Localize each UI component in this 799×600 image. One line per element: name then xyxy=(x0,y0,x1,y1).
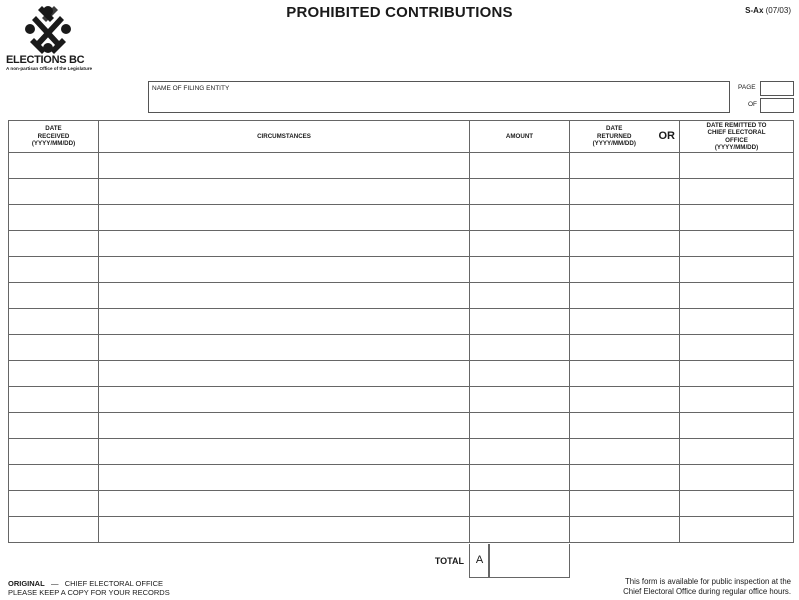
amount-cell[interactable] xyxy=(470,387,570,413)
circumstances-cell[interactable] xyxy=(99,153,470,179)
circumstances-cell[interactable] xyxy=(99,517,470,543)
date-received-cell[interactable] xyxy=(9,309,99,335)
date-returned-cell[interactable] xyxy=(570,491,680,517)
logo-tagline: A non-partisan Office of the Legislature xyxy=(6,66,93,71)
circumstances-cell[interactable] xyxy=(99,335,470,361)
amount-cell[interactable] xyxy=(470,465,570,491)
date-remitted-cell[interactable] xyxy=(680,153,794,179)
page-label: PAGE xyxy=(738,84,756,91)
original-destination: CHIEF ELECTORAL OFFICE xyxy=(64,579,164,588)
form-code-id: S-Ax xyxy=(745,6,764,15)
date-received-cell[interactable] xyxy=(9,465,99,491)
table-row xyxy=(9,439,794,465)
amount-cell[interactable] xyxy=(470,309,570,335)
table-row xyxy=(9,283,794,309)
date-received-cell[interactable] xyxy=(9,439,99,465)
table-row xyxy=(9,179,794,205)
date-returned-cell[interactable] xyxy=(570,257,680,283)
total-amount-field[interactable] xyxy=(488,544,570,578)
public-notice-line2: Chief Electoral Office during regular office hours. xyxy=(623,587,791,596)
amount-cell[interactable] xyxy=(470,413,570,439)
date-returned-cell[interactable] xyxy=(570,517,680,543)
table-row xyxy=(9,309,794,335)
date-received-cell[interactable] xyxy=(9,153,99,179)
form-code xyxy=(745,6,791,15)
circumstances-cell[interactable] xyxy=(99,439,470,465)
col-circumstances: CIRCUMSTANCES xyxy=(99,121,470,153)
table-row xyxy=(9,205,794,231)
amount-cell[interactable] xyxy=(470,361,570,387)
date-received-cell[interactable] xyxy=(9,231,99,257)
circumstances-cell[interactable] xyxy=(99,283,470,309)
public-notice-line1: This form is available for public inspection at the xyxy=(625,577,791,586)
circumstances-cell[interactable] xyxy=(99,413,470,439)
date-returned-cell[interactable] xyxy=(570,231,680,257)
col-date-received: DATE RECEIVED (YYYY/MM/DD) xyxy=(9,121,99,153)
date-returned-cell[interactable] xyxy=(570,205,680,231)
date-received-cell[interactable] xyxy=(9,335,99,361)
page-total-field[interactable] xyxy=(760,98,794,113)
circumstances-cell[interactable] xyxy=(99,179,470,205)
copy-note: PLEASE KEEP A COPY FOR YOUR RECORDS xyxy=(8,588,170,597)
date-returned-cell[interactable] xyxy=(570,413,680,439)
date-remitted-cell[interactable] xyxy=(680,205,794,231)
date-remitted-cell[interactable] xyxy=(680,361,794,387)
date-returned-cell[interactable] xyxy=(570,465,680,491)
amount-cell[interactable] xyxy=(470,257,570,283)
date-received-cell[interactable] xyxy=(9,283,99,309)
table-row xyxy=(9,517,794,543)
date-returned-cell[interactable] xyxy=(570,283,680,309)
contributions-table xyxy=(8,120,794,543)
col-date-returned: DATE RETURNED (YYYY/MM/DD) OR xyxy=(570,121,680,153)
amount-cell[interactable] xyxy=(470,231,570,257)
date-remitted-cell[interactable] xyxy=(680,231,794,257)
amount-cell[interactable] xyxy=(470,179,570,205)
date-remitted-cell[interactable] xyxy=(680,517,794,543)
date-returned-cell[interactable] xyxy=(570,361,680,387)
total-marker-box xyxy=(469,544,490,578)
amount-cell[interactable] xyxy=(470,153,570,179)
date-received-cell[interactable] xyxy=(9,361,99,387)
table-row xyxy=(9,491,794,517)
amount-cell[interactable] xyxy=(470,439,570,465)
date-returned-cell[interactable] xyxy=(570,439,680,465)
circumstances-cell[interactable] xyxy=(99,361,470,387)
table-row xyxy=(9,231,794,257)
table-row xyxy=(9,387,794,413)
table-row xyxy=(9,153,794,179)
date-received-cell[interactable] xyxy=(9,179,99,205)
amount-cell[interactable] xyxy=(470,517,570,543)
page-number-field[interactable] xyxy=(760,81,794,96)
circumstances-cell[interactable] xyxy=(99,465,470,491)
date-received-cell[interactable] xyxy=(9,517,99,543)
footer-original xyxy=(8,579,170,597)
col-date-remitted: DATE REMITTED TO CHIEF ELECTORAL OFFICE (YYYY/MM/DD) xyxy=(680,121,794,153)
date-received-cell[interactable] xyxy=(9,413,99,439)
circumstances-cell[interactable] xyxy=(99,205,470,231)
page-of-label: OF xyxy=(748,101,758,108)
circumstances-cell[interactable] xyxy=(99,387,470,413)
date-returned-cell[interactable] xyxy=(570,387,680,413)
date-returned-cell[interactable] xyxy=(570,335,680,361)
table-row xyxy=(9,335,794,361)
date-remitted-cell[interactable] xyxy=(680,335,794,361)
date-remitted-cell[interactable] xyxy=(680,465,794,491)
amount-cell[interactable] xyxy=(470,335,570,361)
col-amount: AMOUNT xyxy=(470,121,570,153)
table-row xyxy=(9,361,794,387)
date-remitted-cell[interactable] xyxy=(680,413,794,439)
date-remitted-cell[interactable] xyxy=(680,283,794,309)
date-remitted-cell[interactable] xyxy=(680,179,794,205)
or-label: OR xyxy=(658,129,675,142)
filing-entity-label: NAME OF FILING ENTITY xyxy=(152,85,230,92)
date-received-cell[interactable] xyxy=(9,491,99,517)
table-row xyxy=(9,465,794,491)
date-returned-cell[interactable] xyxy=(570,153,680,179)
date-remitted-cell[interactable] xyxy=(680,439,794,465)
date-remitted-cell[interactable] xyxy=(680,491,794,517)
filing-entity-field[interactable] xyxy=(148,81,730,113)
page-title: PROHIBITED CONTRIBUTIONS xyxy=(286,4,513,21)
date-remitted-cell[interactable] xyxy=(680,257,794,283)
table-header-row xyxy=(9,121,794,153)
original-label: ORIGINAL xyxy=(8,579,45,588)
total-label: TOTAL xyxy=(434,556,464,566)
date-returned-cell[interactable] xyxy=(570,179,680,205)
date-remitted-cell[interactable] xyxy=(680,309,794,335)
date-received-cell[interactable] xyxy=(9,205,99,231)
total-marker: A xyxy=(475,554,484,566)
date-remitted-cell[interactable] xyxy=(680,387,794,413)
logo-wordmark: ELECTIONS BC xyxy=(6,54,85,66)
circumstances-cell[interactable] xyxy=(99,309,470,335)
circumstances-cell[interactable] xyxy=(99,231,470,257)
table-row xyxy=(9,257,794,283)
circumstances-cell[interactable] xyxy=(99,257,470,283)
amount-cell[interactable] xyxy=(470,283,570,309)
form-version: (07/03) xyxy=(765,6,791,15)
date-received-cell[interactable] xyxy=(9,257,99,283)
footer-public-notice xyxy=(623,577,791,597)
original-dash: — xyxy=(50,579,59,588)
amount-cell[interactable] xyxy=(470,491,570,517)
table-row xyxy=(9,413,794,439)
amount-cell[interactable] xyxy=(470,205,570,231)
circumstances-cell[interactable] xyxy=(99,491,470,517)
date-returned-cell[interactable] xyxy=(570,309,680,335)
date-received-cell[interactable] xyxy=(9,387,99,413)
